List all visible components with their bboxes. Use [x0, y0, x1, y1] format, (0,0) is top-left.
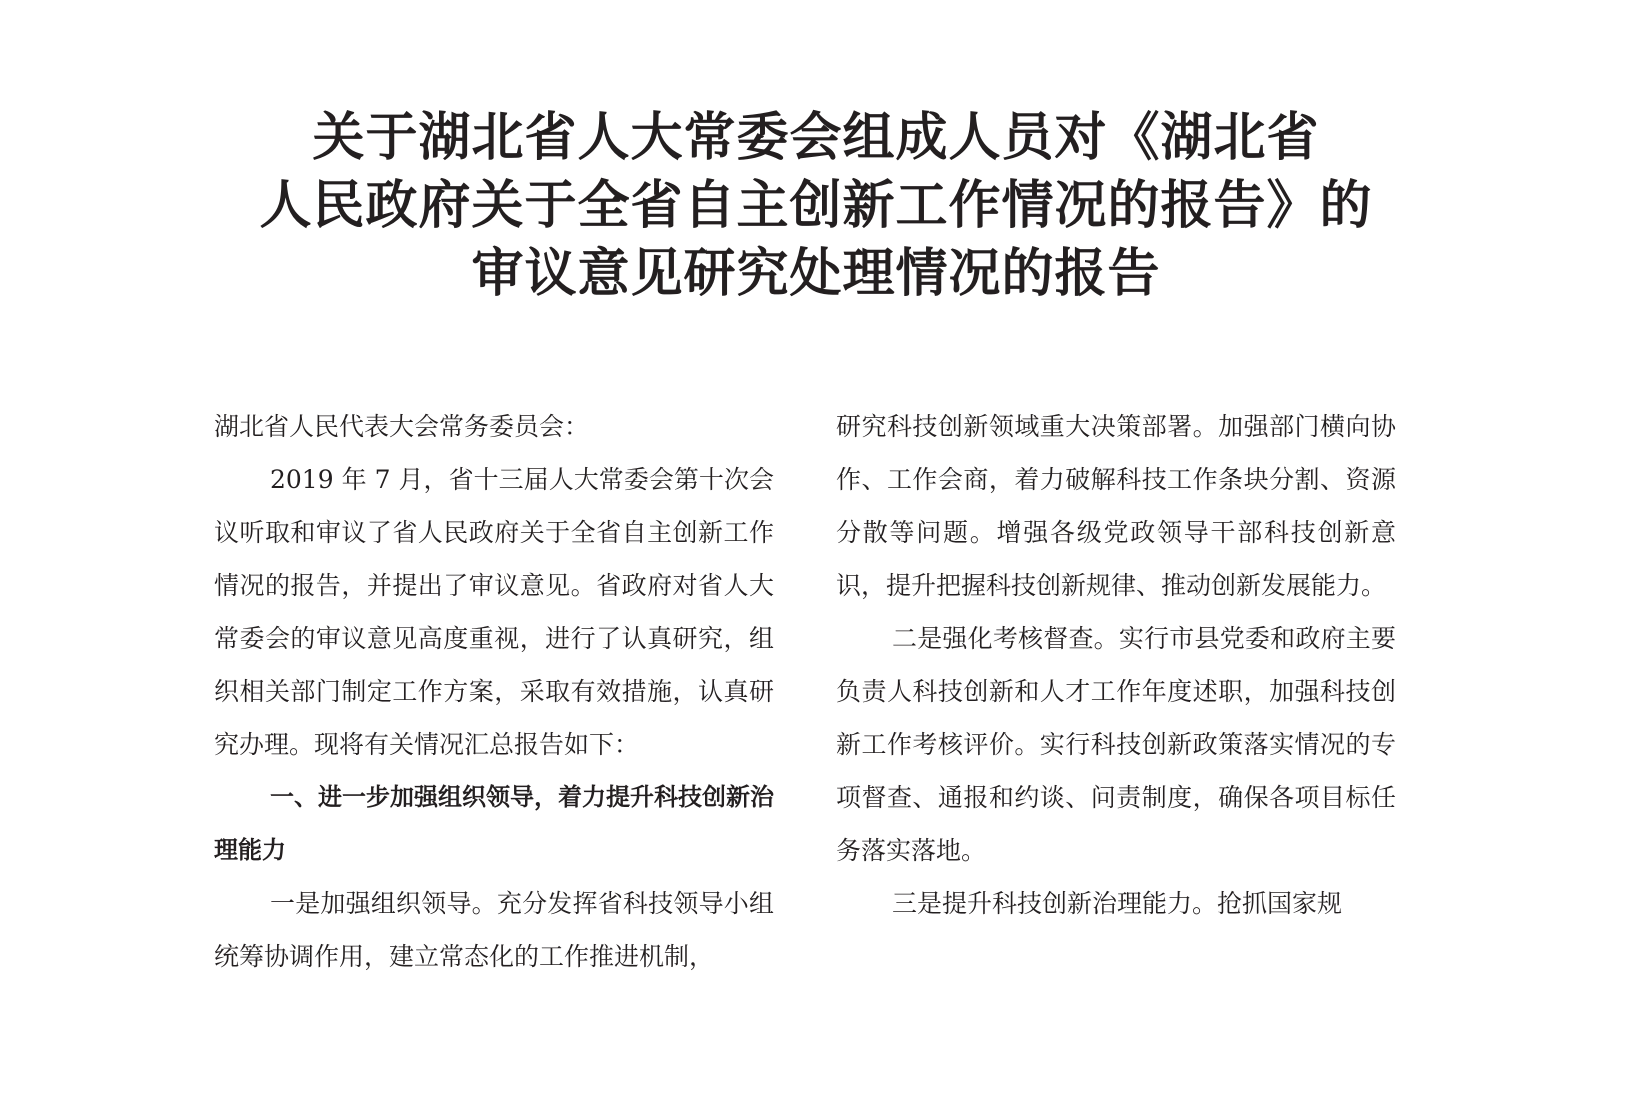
- title-line-2: 人民政府关于全省自主创新工作情况的报告》的: [259, 176, 1373, 236]
- right-column: [836, 400, 1396, 930]
- body-paragraph: 二是强化考核督查。实行市县党委和政府主要负责人科技创新和人才工作年度述职，加强科技创新工作考核评价。实行科技创新政策落实情况的专项督查、通报和约谈、问责制度，确保各项目标任务落实落地。: [836, 624, 1396, 865]
- left-column: [214, 400, 774, 983]
- salutation: 湖北省人民代表大会常务委员会：: [214, 412, 590, 441]
- body-paragraph: 三是提升科技创新治理能力。抢抓国家规: [892, 889, 1343, 918]
- section-heading: 一、进一步加强组织领导，着力提升科技创新治理能力: [214, 783, 774, 864]
- intro-paragraph: 2019 年 7 月，省十三届人大常委会第十次会议听取和审议了省人民政府关于全省自主创新工作情况的报告，并提出了审议意见。省政府对省人大常委会的审议意见高度重视，进行了认真研究，组织相关部门制定工作方案，采取有效措施，认真研究办理。现将有关情况汇总报告如下：: [214, 465, 774, 759]
- body-paragraph-continued: 研究科技创新领域重大决策部署。加强部门横向协作、工作会商，着力破解科技工作条块分割、资源分散等问题。增强各级党政领导干部科技创新意识，提升把握科技创新规律、推动创新发展能力。: [836, 412, 1396, 600]
- body-paragraph: 一是加强组织领导。充分发挥省科技领导小组统筹协调作用，建立常态化的工作推进机制，: [214, 889, 774, 971]
- title-line-3: 审议意见研究处理情况的报告: [471, 244, 1161, 304]
- title-line-1: 关于湖北省人大常委会组成人员对《湖北省: [312, 108, 1320, 168]
- document-title: [0, 104, 1632, 308]
